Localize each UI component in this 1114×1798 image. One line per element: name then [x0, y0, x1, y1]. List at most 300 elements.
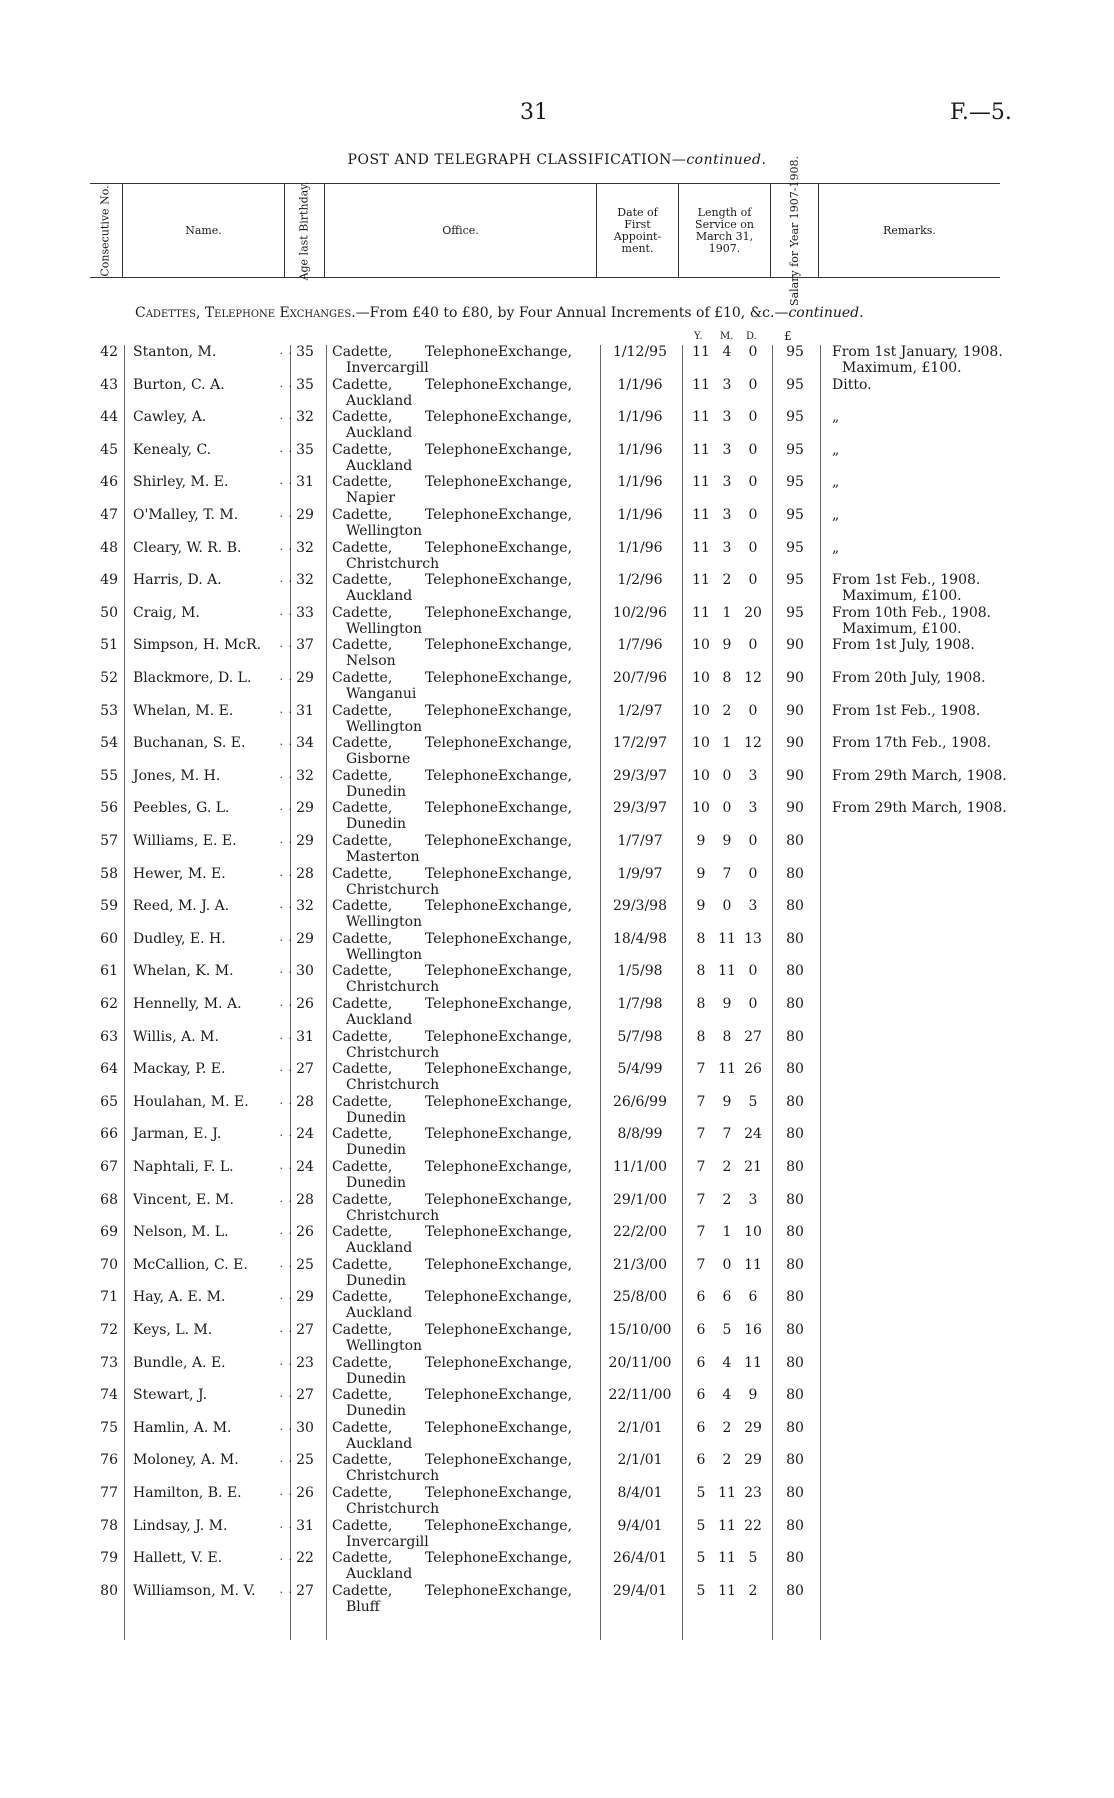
row-days: 0 — [748, 507, 758, 523]
table-row — [90, 1420, 1020, 1452]
row-days: 12 — [744, 735, 762, 752]
row-salary: 90 — [786, 767, 804, 784]
row-office-type: Telephone — [425, 637, 499, 654]
row-name: Jarman, E. J. — [133, 1126, 222, 1143]
row-office-exchange: Exchange, — [498, 1289, 573, 1306]
row-office-type: Telephone — [425, 1550, 499, 1567]
row-number: 53 — [100, 702, 118, 719]
leader-dots: . . — [279, 376, 293, 390]
row-office-town: Auckland — [346, 1012, 413, 1028]
table-row — [90, 474, 1020, 506]
row-salary: 80 — [786, 1354, 804, 1371]
row-age: 28 — [296, 865, 314, 882]
row-salary: 90 — [786, 670, 804, 686]
row-office-exchange: Exchange, — [498, 441, 573, 458]
row-office-title: Cadette, — [332, 1191, 393, 1208]
row-name: Willis, A. M. — [133, 1028, 219, 1045]
row-days: 9 — [748, 1387, 758, 1404]
row-date: 1/2/97 — [617, 702, 663, 719]
table-row — [90, 735, 1020, 767]
row-office-title: Cadette, — [332, 1517, 393, 1534]
row-salary: 80 — [786, 1159, 804, 1175]
row-office-exchange: Exchange, — [498, 604, 573, 621]
row-number: 57 — [100, 833, 118, 849]
row-date: 1/1/96 — [617, 474, 663, 491]
row-office-exchange: Exchange, — [498, 1582, 573, 1599]
row-months: 2 — [722, 1191, 732, 1208]
row-days: 0 — [748, 344, 758, 360]
row-office-title: Cadette, — [332, 376, 393, 393]
row-salary: 95 — [786, 539, 804, 556]
row-office-type: Telephone — [425, 1582, 499, 1599]
row-office-town: Christchurch — [346, 555, 440, 572]
row-office-town: Christchurch — [346, 1077, 440, 1094]
row-date: 1/1/96 — [617, 539, 663, 556]
row-office-exchange: Exchange, — [498, 963, 573, 980]
row-age: 29 — [296, 507, 314, 523]
row-age: 26 — [296, 1485, 314, 1501]
row-age: 29 — [296, 833, 314, 849]
row-office-exchange: Exchange, — [498, 800, 573, 817]
row-age: 27 — [296, 1322, 314, 1338]
leader-dots: . . — [279, 539, 293, 553]
row-days: 23 — [744, 1485, 762, 1501]
row-office-title: Cadette, — [332, 474, 393, 491]
row-months: 2 — [722, 1452, 732, 1469]
row-salary: 90 — [786, 735, 804, 752]
row-age: 25 — [296, 1256, 314, 1273]
row-date: 29/4/01 — [613, 1582, 667, 1599]
row-office-exchange: Exchange, — [498, 930, 573, 947]
row-number: 62 — [100, 996, 118, 1012]
row-age: 29 — [296, 800, 314, 817]
row-date: 10/2/96 — [613, 604, 667, 621]
row-name: Whelan, K. M. — [133, 963, 234, 980]
row-salary: 80 — [786, 898, 804, 915]
row-office-type: Telephone — [425, 1159, 499, 1175]
row-date: 1/1/96 — [617, 507, 663, 523]
row-number: 65 — [100, 1093, 118, 1110]
row-number: 59 — [100, 898, 118, 915]
row-years: 5 — [696, 1517, 706, 1534]
row-number: 75 — [100, 1419, 118, 1436]
row-date: 2/1/01 — [617, 1419, 663, 1436]
row-office-title: Cadette, — [332, 963, 393, 980]
row-years: 6 — [696, 1322, 706, 1338]
row-office-town: Auckland — [346, 392, 413, 409]
row-office-town: Invercargill — [346, 360, 429, 376]
row-age: 29 — [296, 930, 314, 947]
row-months: 3 — [722, 539, 732, 556]
leader-dots: . . — [279, 735, 293, 749]
row-age: 35 — [296, 376, 314, 393]
header-age — [284, 181, 324, 280]
row-years: 8 — [696, 963, 706, 980]
row-name: Cawley, A. — [133, 409, 207, 426]
row-years: 9 — [696, 898, 706, 915]
row-remark: „ — [832, 409, 840, 426]
row-office-exchange: Exchange, — [498, 865, 573, 882]
row-office-town: Christchurch — [346, 881, 440, 898]
leader-dots: . . — [279, 1028, 293, 1042]
row-number: 55 — [100, 767, 118, 784]
row-days: 0 — [748, 376, 758, 393]
row-office-type: Telephone — [425, 1419, 499, 1436]
row-years: 5 — [696, 1582, 706, 1599]
table-row — [90, 931, 1020, 963]
row-days: 0 — [748, 833, 758, 849]
row-years: 7 — [696, 1256, 706, 1273]
row-years: 10 — [692, 637, 710, 654]
table-row — [90, 1029, 1020, 1061]
row-days: 11 — [744, 1256, 762, 1273]
row-remark: From 1st January, 1908. — [832, 344, 1003, 360]
row-years: 9 — [696, 833, 706, 849]
row-name: Williams, E. E. — [133, 833, 237, 849]
row-office-exchange: Exchange, — [498, 1256, 573, 1273]
row-date: 1/9/97 — [617, 865, 663, 882]
row-years: 7 — [696, 1191, 706, 1208]
row-salary: 95 — [786, 604, 804, 621]
row-office-type: Telephone — [425, 898, 499, 915]
row-office-type: Telephone — [425, 735, 499, 752]
leader-dots: . . — [279, 767, 293, 781]
row-salary: 80 — [786, 1517, 804, 1534]
row-office-title: Cadette, — [332, 767, 393, 784]
row-number: 60 — [100, 930, 118, 947]
row-days: 0 — [748, 702, 758, 719]
row-months: 3 — [722, 441, 732, 458]
leader-dots: . . — [279, 1256, 293, 1270]
header-salary — [770, 155, 818, 306]
unit-pound: £ — [784, 329, 792, 343]
row-number: 79 — [100, 1550, 118, 1567]
row-office-type: Telephone — [425, 441, 499, 458]
row-salary: 80 — [786, 1256, 804, 1273]
row-remark: „ — [832, 507, 840, 523]
row-days: 13 — [744, 930, 762, 947]
table-row — [90, 1094, 1020, 1126]
row-office-exchange: Exchange, — [498, 1452, 573, 1469]
row-office-type: Telephone — [425, 1256, 499, 1273]
row-date: 20/11/00 — [608, 1354, 672, 1371]
row-age: 37 — [296, 637, 314, 654]
row-date: 9/4/01 — [617, 1517, 663, 1534]
row-age: 26 — [296, 1224, 314, 1241]
row-office-town: Auckland — [346, 457, 413, 474]
row-age: 32 — [296, 572, 314, 589]
row-office-type: Telephone — [425, 865, 499, 882]
row-date: 1/1/96 — [617, 376, 663, 393]
row-date: 11/1/00 — [613, 1159, 667, 1175]
row-name: Whelan, M. E. — [133, 702, 234, 719]
table-row — [90, 1322, 1020, 1354]
row-salary: 95 — [786, 572, 804, 589]
header-consecutive-text: Consecutive No. — [99, 184, 113, 277]
row-years: 6 — [696, 1419, 706, 1436]
row-date: 29/3/97 — [613, 800, 667, 817]
row-office-title: Cadette, — [332, 409, 393, 426]
row-office-exchange: Exchange, — [498, 1419, 573, 1436]
row-office-exchange: Exchange, — [498, 1191, 573, 1208]
row-number: 71 — [100, 1289, 118, 1306]
row-months: 0 — [722, 1256, 732, 1273]
row-number: 44 — [100, 409, 118, 426]
table-row — [90, 1550, 1020, 1582]
table-row — [90, 540, 1020, 572]
row-office-type: Telephone — [425, 1354, 499, 1371]
row-months: 6 — [722, 1289, 732, 1306]
row-office-town: Bluff — [346, 1598, 380, 1615]
row-office-type: Telephone — [425, 344, 499, 360]
row-name: Naphtali, F. L. — [133, 1159, 234, 1175]
row-number: 77 — [100, 1485, 118, 1501]
row-date: 18/4/98 — [613, 930, 667, 947]
row-name: Vincent, E. M. — [133, 1191, 234, 1208]
row-office-town: Dunedin — [346, 816, 406, 833]
row-years: 9 — [696, 865, 706, 882]
row-number: 48 — [100, 539, 118, 556]
header-consecutive — [90, 184, 122, 277]
row-number: 73 — [100, 1354, 118, 1371]
row-months: 4 — [722, 1387, 732, 1404]
row-age: 35 — [296, 441, 314, 458]
row-years: 7 — [696, 1126, 706, 1143]
table-row — [90, 507, 1020, 539]
leader-dots: . . — [279, 930, 293, 944]
row-months: 1 — [722, 735, 732, 752]
leader-dots: . . — [279, 702, 293, 716]
row-number: 64 — [100, 1061, 118, 1078]
table-row — [90, 1192, 1020, 1224]
row-office-title: Cadette, — [332, 996, 393, 1012]
row-office-title: Cadette, — [332, 1224, 393, 1241]
leader-dots: . . — [279, 1550, 293, 1564]
row-office-town: Wellington — [346, 914, 423, 931]
row-office-town: Dunedin — [346, 1272, 406, 1289]
row-number: 42 — [100, 344, 118, 360]
row-age: 28 — [296, 1191, 314, 1208]
leader-dots: . . — [279, 1387, 293, 1401]
row-office-town: Auckland — [346, 425, 413, 442]
row-days: 0 — [748, 409, 758, 426]
row-remark: From 17th Feb., 1908. — [832, 735, 992, 752]
leader-dots: . . — [279, 344, 293, 357]
row-remark-2: Maximum, £100. — [842, 620, 962, 637]
row-office-exchange: Exchange, — [498, 1485, 573, 1501]
row-months: 3 — [722, 376, 732, 393]
row-age: 31 — [296, 1028, 314, 1045]
row-months: 9 — [722, 1093, 732, 1110]
leader-dots: . . — [279, 409, 293, 423]
row-office-town: Dunedin — [346, 1403, 406, 1420]
row-office-title: Cadette, — [332, 1289, 393, 1306]
row-date: 1/1/96 — [617, 441, 663, 458]
row-years: 11 — [692, 344, 710, 360]
row-age: 31 — [296, 1517, 314, 1534]
table-row — [90, 1355, 1020, 1387]
row-number: 74 — [100, 1387, 118, 1404]
leader-dots: . . — [279, 800, 293, 814]
row-salary: 95 — [786, 507, 804, 523]
row-name: Burton, C. A. — [133, 376, 225, 393]
row-office-type: Telephone — [425, 800, 499, 817]
row-salary: 95 — [786, 474, 804, 491]
row-office-type: Telephone — [425, 767, 499, 784]
leader-dots: . . — [279, 441, 293, 455]
row-office-town: Auckland — [346, 1435, 413, 1452]
table-row — [90, 670, 1020, 702]
row-office-exchange: Exchange, — [498, 702, 573, 719]
row-days: 27 — [744, 1028, 762, 1045]
row-months: 2 — [722, 572, 732, 589]
row-months: 11 — [718, 930, 736, 947]
table-row — [90, 963, 1020, 995]
row-name: McCallion, C. E. — [133, 1256, 248, 1273]
row-age: 24 — [296, 1159, 314, 1175]
row-office-town: Wellington — [346, 946, 423, 963]
row-years: 6 — [696, 1354, 706, 1371]
row-office-town: Auckland — [346, 1305, 413, 1322]
table-row — [90, 1485, 1020, 1517]
row-number: 69 — [100, 1224, 118, 1241]
row-office-exchange: Exchange, — [498, 344, 573, 360]
row-days: 22 — [744, 1517, 762, 1534]
row-name: Stanton, M. — [133, 344, 217, 360]
row-age: 31 — [296, 702, 314, 719]
row-name: Shirley, M. E. — [133, 474, 229, 491]
leader-dots: . . — [279, 670, 293, 683]
row-salary: 80 — [786, 930, 804, 947]
row-number: 54 — [100, 735, 118, 752]
row-office-title: Cadette, — [332, 930, 393, 947]
table-row — [90, 866, 1020, 898]
leader-dots: . . — [279, 1517, 293, 1531]
row-office-type: Telephone — [425, 833, 499, 849]
row-office-town: Christchurch — [346, 1468, 440, 1485]
table-row — [90, 1518, 1020, 1550]
row-days: 11 — [744, 1354, 762, 1371]
row-days: 20 — [744, 604, 762, 621]
row-office-exchange: Exchange, — [498, 1322, 573, 1338]
page-number: 31 — [520, 100, 548, 125]
table-row — [90, 1159, 1020, 1191]
row-days: 16 — [744, 1322, 762, 1338]
row-salary: 95 — [786, 344, 804, 360]
row-months: 2 — [722, 1159, 732, 1175]
row-date: 17/2/97 — [613, 735, 667, 752]
row-remark: „ — [832, 474, 840, 491]
row-office-exchange: Exchange, — [498, 1126, 573, 1143]
row-age: 28 — [296, 1093, 314, 1110]
table-row — [90, 637, 1020, 669]
row-name: Keys, L. M. — [133, 1322, 213, 1338]
row-number: 80 — [100, 1582, 118, 1599]
row-number: 66 — [100, 1126, 118, 1143]
row-years: 6 — [696, 1387, 706, 1404]
row-salary: 95 — [786, 376, 804, 393]
row-years: 10 — [692, 670, 710, 686]
row-date: 20/7/96 — [613, 670, 667, 686]
row-age: 30 — [296, 963, 314, 980]
table-row — [90, 800, 1020, 832]
row-name: Blackmore, D. L. — [133, 670, 252, 686]
row-office-title: Cadette, — [332, 604, 393, 621]
row-office-title: Cadette, — [332, 702, 393, 719]
row-date: 8/4/01 — [617, 1485, 663, 1501]
row-date: 1/12/95 — [613, 344, 667, 360]
row-date: 22/11/00 — [608, 1387, 672, 1404]
row-number: 76 — [100, 1452, 118, 1469]
row-name: Buchanan, S. E. — [133, 735, 246, 752]
row-salary: 80 — [786, 1582, 804, 1599]
leader-dots: . . — [279, 1289, 293, 1303]
row-days: 0 — [748, 441, 758, 458]
row-date: 29/3/98 — [613, 898, 667, 915]
row-months: 11 — [718, 1485, 736, 1501]
table-row — [90, 344, 1020, 376]
row-date: 29/1/00 — [613, 1191, 667, 1208]
document-reference: F.—5. — [950, 100, 1012, 125]
row-number: 56 — [100, 800, 118, 817]
row-date: 26/6/99 — [613, 1093, 667, 1110]
row-days: 0 — [748, 539, 758, 556]
row-days: 29 — [744, 1452, 762, 1469]
row-days: 3 — [748, 898, 758, 915]
row-age: 29 — [296, 1289, 314, 1306]
table-row — [90, 1452, 1020, 1484]
row-months: 9 — [722, 996, 732, 1012]
row-age: 25 — [296, 1452, 314, 1469]
row-salary: 80 — [786, 1387, 804, 1404]
row-years: 10 — [692, 735, 710, 752]
row-office-town: Christchurch — [346, 979, 440, 996]
row-office-town: Wellington — [346, 718, 423, 735]
row-office-exchange: Exchange, — [498, 1387, 573, 1404]
leader-dots: . . — [279, 865, 293, 879]
row-months: 9 — [722, 833, 732, 849]
row-office-exchange: Exchange, — [498, 1028, 573, 1045]
table-row — [90, 703, 1020, 735]
row-years: 7 — [696, 1159, 706, 1175]
row-age: 32 — [296, 409, 314, 426]
row-months: 0 — [722, 800, 732, 817]
row-office-exchange: Exchange, — [498, 1224, 573, 1241]
row-name: Cleary, W. R. B. — [133, 539, 242, 556]
leader-dots: . . — [279, 1322, 293, 1335]
row-office-title: Cadette, — [332, 1485, 393, 1501]
row-salary: 80 — [786, 1093, 804, 1110]
row-salary: 80 — [786, 996, 804, 1012]
row-days: 3 — [748, 800, 758, 817]
row-office-title: Cadette, — [332, 1452, 393, 1469]
row-name: Harris, D. A. — [133, 572, 222, 589]
row-salary: 80 — [786, 1322, 804, 1338]
row-days: 0 — [748, 572, 758, 589]
header-length: Length of Service on March 31, 1907. — [678, 184, 770, 277]
row-name: Reed, M. J. A. — [133, 898, 230, 915]
leader-dots: . . — [279, 1452, 293, 1466]
row-salary: 80 — [786, 1028, 804, 1045]
row-name: Hamilton, B. E. — [133, 1485, 242, 1501]
row-months: 3 — [722, 474, 732, 491]
leader-dots: . . — [279, 1061, 293, 1075]
row-name: O'Malley, T. M. — [133, 507, 239, 523]
row-salary: 95 — [786, 409, 804, 426]
row-months: 1 — [722, 1224, 732, 1241]
header-remarks: Remarks. — [818, 184, 1000, 277]
row-remark: From 10th Feb., 1908. — [832, 604, 992, 621]
